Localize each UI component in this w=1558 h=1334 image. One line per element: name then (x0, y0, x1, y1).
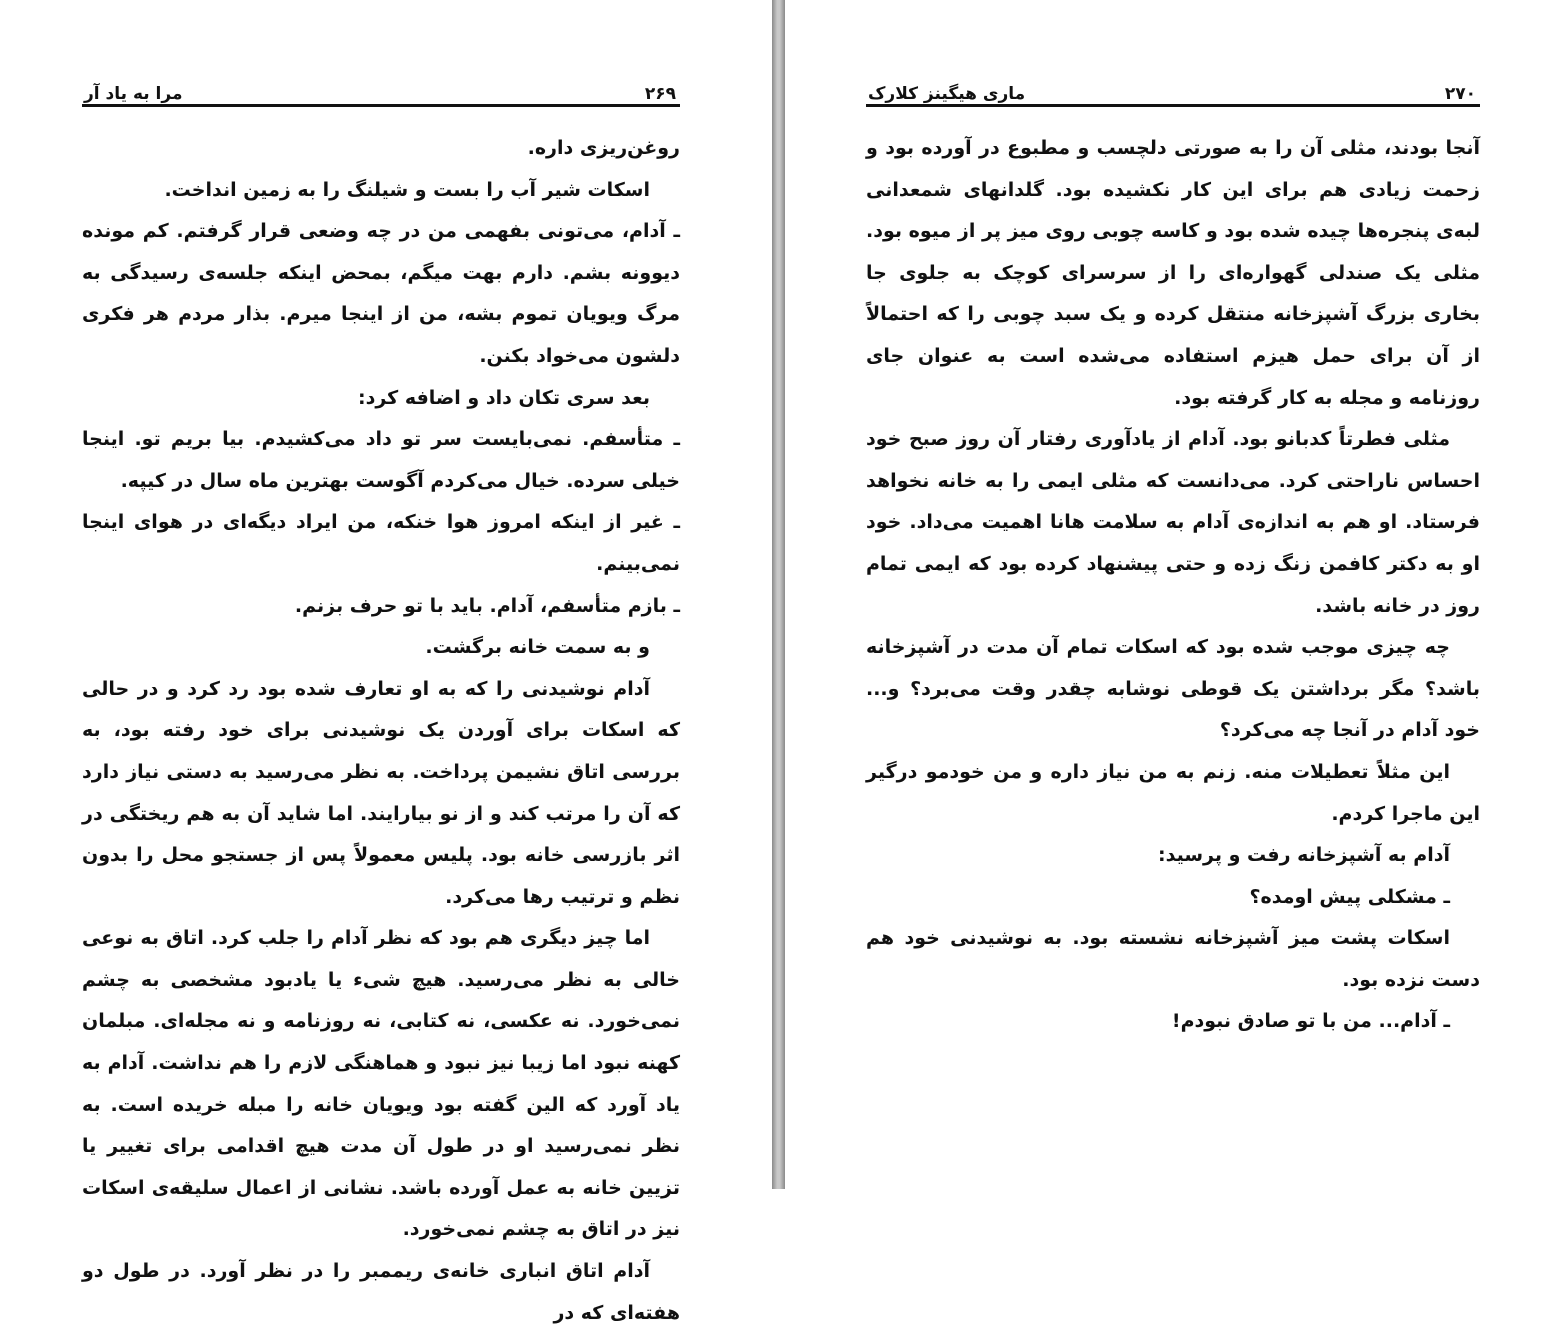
book-gutter (772, 0, 785, 1189)
page-number: ۲۷۰ (1444, 84, 1476, 104)
paragraph: ـ غیر از اینکه امروز هوا خنکه، من ایراد دیگه‌ای در هوای اینجا نمی‌بینم. (82, 511, 680, 575)
page-header (866, 84, 1480, 106)
paragraph: ـ آدام، می‌تونی بفهمی من در چه وضعی قرار گرفتم. کم مونده دیوونه بشم. دارم بهت میگم، بمحض اینکه جلسه‌ی رسیدگی به مرگ ویویان تموم بشه، من از اینجا میرم. بذار مردم هر فکری دلشون می‌خواد بکنن. (82, 220, 680, 367)
paragraph: چه چیزی موجب شده بود که اسکات تمام آن مدت در آشپزخانه باشد؟ مگر برداشتن یک قوطی نوشابه چقدر وقت می‌برد؟ و... خود آدام در آنجا چه می‌کرد؟ (866, 636, 1480, 742)
paragraph: ـ بازم متأسفم، آدام. باید با تو حرف بزنم. (294, 594, 680, 617)
paragraph: اسکات پشت میز آشپزخانه نشسته بود. به نوشیدنی خود هم دست نزده بود. (866, 927, 1480, 991)
paragraph: ـ مشکلی پیش اومده؟ (1249, 885, 1450, 908)
paragraph: ـ آدام... من با تو صادق نبودم! (1171, 1010, 1450, 1033)
page-body (866, 128, 1480, 1043)
page-header (82, 84, 680, 106)
paragraph: روغن‌ریزی داره. (527, 137, 680, 159)
right-page (785, 0, 1558, 1189)
paragraph: بعد سری تکان داد و اضافه کرد: (358, 386, 650, 409)
paragraph: آنجا بودند، مثلی آن را به صورتی دلچسب و مطبوع در آورده بود و زحمت زیادی هم برای این کار نکشیده بود. گلدانهای شمعدانی لبه‌ی پنجره‌ها چیده شده بود و کاسه چوبی روی میز پر از میوه بود. مثلی یک صندلی گهواره‌ای را از سرسرای کوچک به جلوی جا بخاری بزرگ آشپزخانه منتقل کرده و یک سبد چوبی را که احتمالاً از آن برای حمل هیزم استفاده می‌شده است به عنوان جای روزنامه و مجله به کار گرفته بود. (866, 137, 1480, 409)
header-rule (866, 104, 1480, 107)
paragraph: مثلی فطرتاً کدبانو بود. آدام از یادآوری رفتار آن روز صبح خود احساس ناراحتی کرد. می‌دانست که مثلی ایمی را به خانه نخواهد فرستاد. او هم به اندازه‌ی آدام به سلامت هانا اهمیت می‌داد. خود او به دکتر کافمن زنگ زده و حتی پیشنهاد کرده بود که ایمی تمام روز در خانه باشد. (866, 428, 1480, 617)
paragraph: و به سمت خانه برگشت. (425, 636, 650, 659)
paragraph: ـ متأسفم. نمی‌بایست سر تو داد می‌کشیدم. بیا بریم تو. اینجا خیلی سرده. خیال می‌کردم آگوست بهترین ماه سال در کیپه. (82, 428, 680, 492)
paragraph: آدام به آشپزخانه رفت و پرسید: (1158, 844, 1450, 867)
page-body (82, 128, 680, 1334)
paragraph: آدام اتاق انباری خانه‌ی ریممبر را در نظر آورد. در طول دو هفته‌ای که در (82, 1260, 680, 1324)
paragraph: آدام نوشیدنی را که به او تعارف شده بود رد کرد و در حالی که اسکات برای آوردن یک نوشیدنی برای خود رفته بود، به بررسی اتاق نشیمن پرداخت. به نظر می‌رسید به دستی نیاز دارد که آن را مرتب کند و از نو بیارایند. اما شاید آن به هم ریختگی در اثر بازرسی خانه بود. پلیس معمولاً پس از جستجو محل را بدون نظم و ترتیب رها می‌کرد. (82, 677, 680, 908)
paragraph: اسکات شیر آب را بست و شیلنگ را به زمین انداخت. (164, 178, 650, 201)
page-number: ۲۶۹ (644, 84, 676, 104)
left-page (0, 0, 772, 1324)
header-rule (82, 104, 680, 107)
running-title: ماری هیگینز کلارک (868, 84, 1026, 104)
paragraph: این مثلاً تعطیلات منه. زنم به من نیاز داره و من خودمو درگیر این ماجرا کردم. (866, 760, 1480, 825)
paragraph: اما چیز دیگری هم بود که نظر آدام را جلب کرد. اتاق به نوعی خالی به نظر می‌رسید. هیچ شیء یا یادبود مشخصی به چشم نمی‌خورد. نه عکسی، نه کتابی، نه روزنامه و نه مجله‌ای. مبلمان کهنه نبود اما زیبا نیز نبود و هماهنگی لازم را هم نداشت. آدام به یاد آورد که الین گفته بود ویویان خانه را مبله خریده است. به نظر نمی‌رسید او در طول آن مدت هیچ اقدامی برای تغییر یا تزیین خانه به عمل آورده باشد. نشانی از اعمال سلیقه‌ی اسکات نیز در اتاق به چشم نمی‌خورد. (82, 927, 680, 1241)
running-title: مرا به یاد آر (84, 84, 183, 104)
